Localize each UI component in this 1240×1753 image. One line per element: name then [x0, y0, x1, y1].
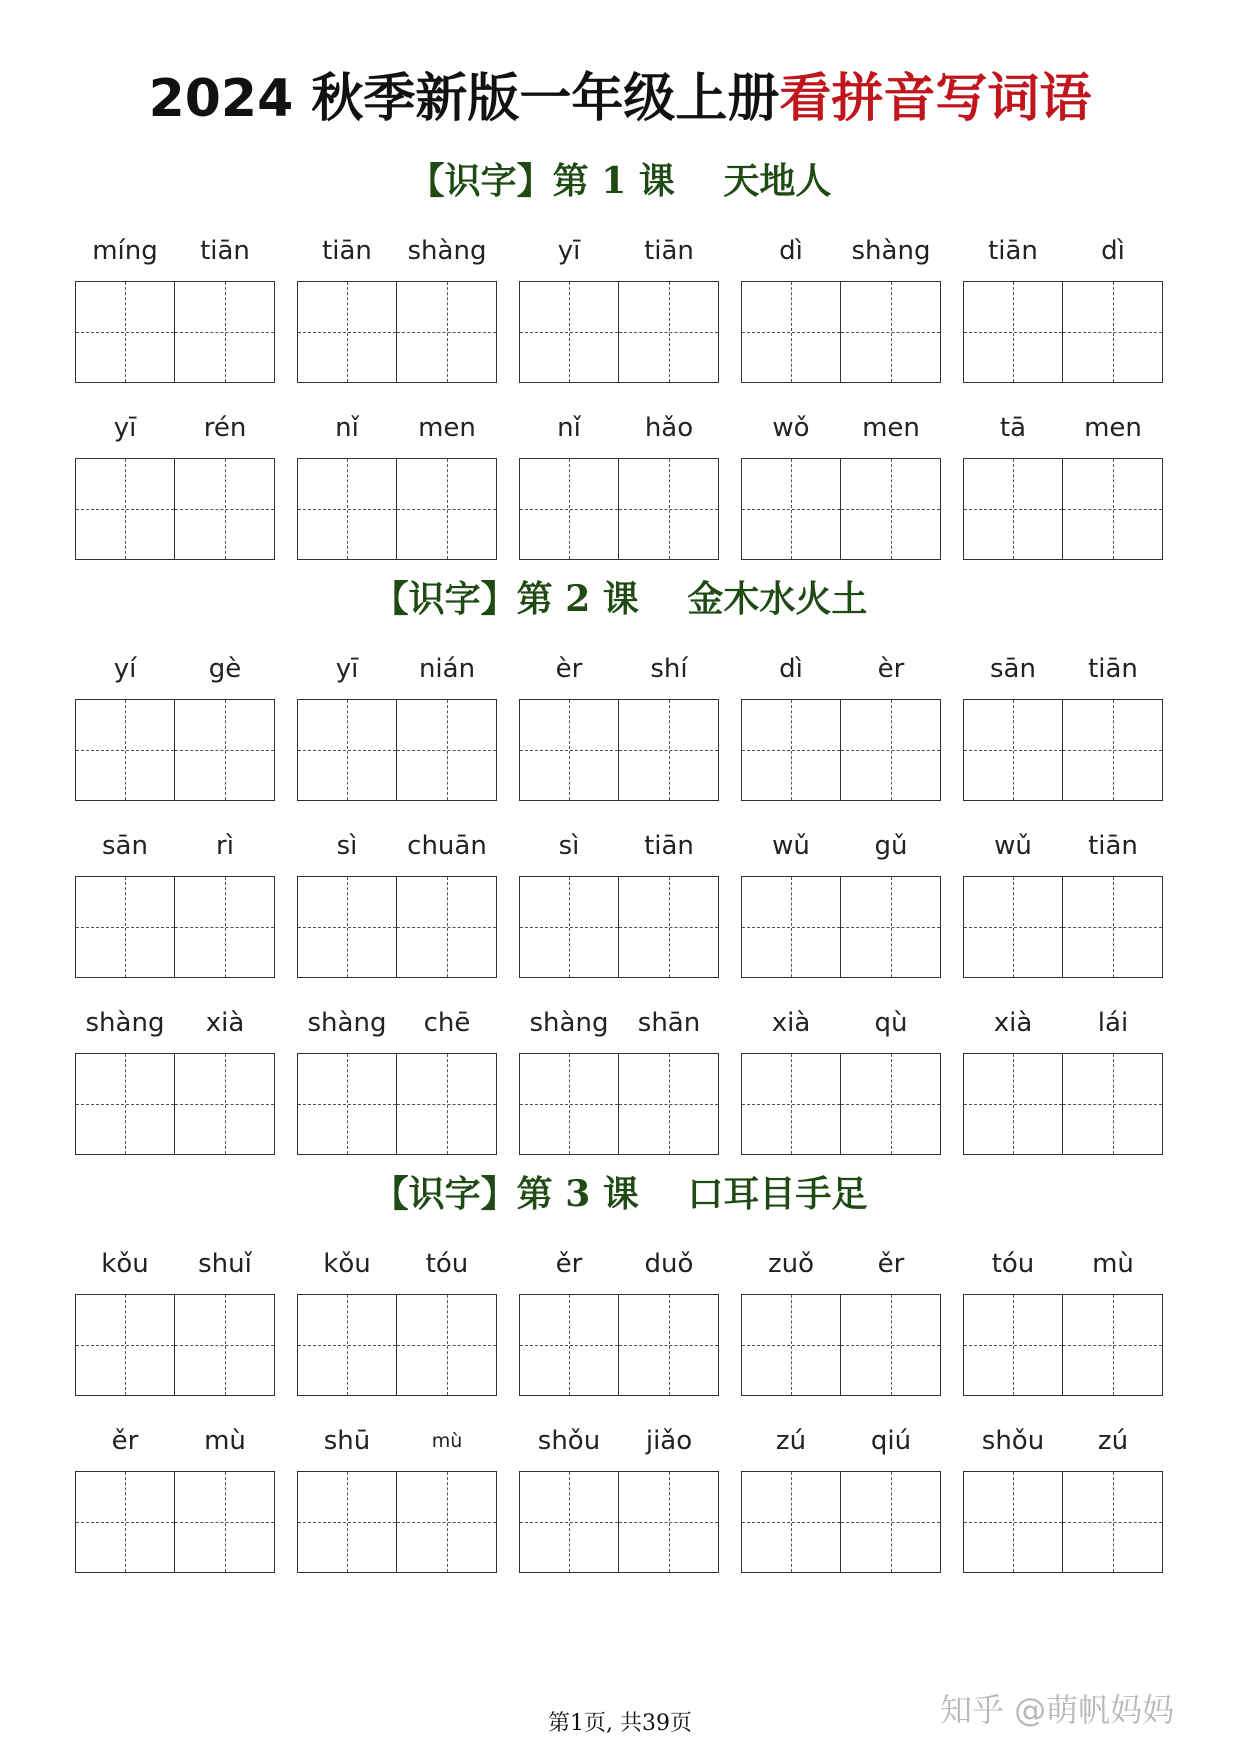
tianzige-cell[interactable] [76, 459, 175, 559]
tianzige-cell[interactable] [298, 459, 397, 559]
pinyin-syllable: chē [423, 1008, 471, 1038]
guide-line-vertical [125, 282, 126, 382]
writing-grid[interactable] [741, 1471, 941, 1573]
guide-line-vertical [669, 1054, 670, 1154]
guide-line-vertical [347, 1054, 348, 1154]
tianzige-cell[interactable] [742, 282, 841, 382]
guide-line-vertical [669, 700, 670, 800]
pinyin-syllable: zuǒ [767, 1249, 815, 1279]
word-item [519, 1423, 719, 1573]
writing-grid[interactable] [741, 281, 941, 383]
tianzige-cell[interactable] [1063, 1054, 1162, 1154]
pinyin-syllable: xià [205, 1008, 245, 1038]
tianzige-cell[interactable] [964, 700, 1063, 800]
guide-line-vertical [225, 1054, 226, 1154]
word-item [519, 1005, 719, 1155]
pinyin-syllable: duǒ [644, 1249, 694, 1279]
tianzige-cell[interactable] [742, 1054, 841, 1154]
tianzige-cell[interactable] [175, 877, 274, 977]
writing-grid[interactable] [741, 458, 941, 560]
word-item [297, 410, 497, 560]
guide-line-vertical [1013, 700, 1014, 800]
word-item [741, 233, 941, 383]
writing-grid[interactable] [963, 1053, 1163, 1155]
lesson-heading-2: 【识字】第 2 课 金木水火土 [372, 578, 868, 620]
pinyin-syllable: xià [771, 1008, 811, 1038]
tianzige-cell[interactable] [619, 877, 718, 977]
pinyin-syllable: gǔ [874, 831, 908, 861]
pinyin-syllable: tā [999, 413, 1027, 443]
pinyin-syllable: men [862, 413, 920, 443]
guide-line-vertical [225, 1472, 226, 1572]
pinyin-syllable: èr [877, 654, 905, 684]
tianzige-cell[interactable] [520, 877, 619, 977]
tianzige-cell[interactable] [742, 1295, 841, 1395]
pinyin-syllable: nǐ [557, 413, 581, 443]
tianzige-cell[interactable] [76, 282, 175, 382]
guide-line-vertical [891, 700, 892, 800]
word-row [75, 1423, 1175, 1573]
tianzige-cell[interactable] [619, 1295, 718, 1395]
tianzige-cell[interactable] [520, 282, 619, 382]
word-item [519, 233, 719, 383]
word-item [963, 410, 1163, 560]
guide-line-vertical [225, 459, 226, 559]
guide-line-vertical [225, 700, 226, 800]
tianzige-cell[interactable] [1063, 282, 1162, 382]
pinyin-syllable: chuān [407, 831, 487, 861]
pinyin-syllable: xià [993, 1008, 1033, 1038]
pinyin-syllable: yī [335, 654, 359, 684]
writing-grid[interactable] [963, 1471, 1163, 1573]
guide-line-vertical [891, 1472, 892, 1572]
pinyin-syllable: shàng [851, 236, 931, 266]
tianzige-cell[interactable] [175, 1054, 274, 1154]
guide-line-vertical [225, 282, 226, 382]
guide-line-vertical [1113, 282, 1114, 382]
guide-line-vertical [347, 1295, 348, 1395]
guide-line-vertical [347, 877, 348, 977]
pinyin-syllable: tiān [322, 236, 372, 266]
pinyin-syllable: lái [1097, 1008, 1129, 1038]
guide-line-vertical [447, 459, 448, 559]
tianzige-cell[interactable] [964, 1295, 1063, 1395]
pinyin-syllable: tóu [991, 1249, 1035, 1279]
pinyin-syllable: sān [102, 831, 148, 861]
word-item [519, 651, 719, 801]
writing-grid[interactable] [741, 1294, 941, 1396]
pinyin-syllable: nǐ [335, 413, 359, 443]
tianzige-cell[interactable] [520, 1295, 619, 1395]
writing-grid[interactable] [297, 1053, 497, 1155]
writing-grid[interactable] [963, 281, 1163, 383]
guide-line-vertical [669, 459, 670, 559]
word-item [741, 828, 941, 978]
pinyin-syllable: wǔ [994, 831, 1032, 861]
guide-line-vertical [891, 1054, 892, 1154]
lesson-heading-3: 【识字】第 3 课 口耳目手足 [372, 1173, 868, 1215]
pinyin-syllable: sì [336, 831, 358, 861]
tianzige-cell[interactable] [841, 700, 940, 800]
guide-line-vertical [1013, 459, 1014, 559]
word-item [741, 651, 941, 801]
pinyin-syllable: yī [557, 236, 581, 266]
tianzige-cell[interactable] [619, 1472, 718, 1572]
tianzige-cell[interactable] [520, 1054, 619, 1154]
tianzige-cell[interactable] [397, 459, 496, 559]
tianzige-cell[interactable] [520, 700, 619, 800]
word-item [75, 828, 275, 978]
word-item [963, 651, 1163, 801]
tianzige-cell[interactable] [397, 1472, 496, 1572]
guide-line-vertical [891, 282, 892, 382]
writing-grid[interactable] [963, 1294, 1163, 1396]
guide-line-vertical [791, 1054, 792, 1154]
word-item [75, 233, 275, 383]
guide-line-vertical [1013, 1295, 1014, 1395]
pinyin-syllable: shàng [529, 1008, 609, 1038]
word-item [75, 1005, 275, 1155]
guide-line-vertical [1013, 1472, 1014, 1572]
pinyin-syllable: kǒu [101, 1249, 149, 1279]
writing-grid[interactable] [297, 876, 497, 978]
writing-grid[interactable] [519, 876, 719, 978]
tianzige-cell[interactable] [964, 459, 1063, 559]
tianzige-cell[interactable] [175, 282, 274, 382]
pinyin-syllable: shí [650, 654, 688, 684]
pinyin-syllable: mù [1092, 1249, 1134, 1279]
guide-line-vertical [1013, 877, 1014, 977]
guide-line-vertical [125, 459, 126, 559]
tianzige-cell[interactable] [298, 1472, 397, 1572]
pinyin-syllable: rén [203, 413, 247, 443]
tianzige-cell[interactable] [742, 877, 841, 977]
pinyin-syllable: kǒu [323, 1249, 371, 1279]
tianzige-cell[interactable] [520, 1472, 619, 1572]
tianzige-cell[interactable] [76, 700, 175, 800]
word-item [297, 233, 497, 383]
guide-line-vertical [791, 700, 792, 800]
guide-line-vertical [569, 1054, 570, 1154]
pinyin-syllable: men [1084, 413, 1142, 443]
lesson-heading-1: 【识字】第 1 课 天地人 [408, 160, 832, 202]
tianzige-cell[interactable] [298, 1295, 397, 1395]
tianzige-cell[interactable] [76, 877, 175, 977]
pinyin-syllable: ěr [555, 1249, 583, 1279]
tianzige-cell[interactable] [964, 1054, 1063, 1154]
pinyin-syllable: jiǎo [645, 1426, 693, 1456]
tianzige-cell[interactable] [298, 700, 397, 800]
pinyin-syllable: míng [92, 236, 158, 266]
writing-grid[interactable] [75, 458, 275, 560]
tianzige-cell[interactable] [397, 877, 496, 977]
tianzige-cell[interactable] [76, 1295, 175, 1395]
guide-line-vertical [669, 282, 670, 382]
guide-line-vertical [1013, 282, 1014, 382]
pinyin-syllable: shǒu [981, 1426, 1045, 1456]
tianzige-cell[interactable] [964, 877, 1063, 977]
writing-grid[interactable] [519, 1471, 719, 1573]
word-item [519, 828, 719, 978]
tianzige-cell[interactable] [397, 1295, 496, 1395]
word-item [519, 1246, 719, 1396]
tianzige-cell[interactable] [175, 700, 274, 800]
guide-line-vertical [669, 1295, 670, 1395]
writing-grid[interactable] [519, 1294, 719, 1396]
guide-line-vertical [447, 700, 448, 800]
guide-line-vertical [791, 1295, 792, 1395]
guide-line-vertical [891, 1295, 892, 1395]
writing-grid[interactable] [297, 1471, 497, 1573]
pinyin-syllable: dì [1101, 236, 1125, 266]
pinyin-syllable: shuǐ [198, 1249, 252, 1279]
word-item [75, 651, 275, 801]
pinyin-syllable: qù [874, 1008, 908, 1038]
tianzige-cell[interactable] [742, 1472, 841, 1572]
guide-line-vertical [669, 877, 670, 977]
writing-grid[interactable] [75, 1471, 275, 1573]
pinyin-syllable: shǒu [537, 1426, 601, 1456]
guide-line-vertical [347, 1472, 348, 1572]
pinyin-syllable: tiān [988, 236, 1038, 266]
pinyin-syllable: tiān [1088, 831, 1138, 861]
page-title-red: 看拼音写词语 [779, 69, 1092, 129]
tianzige-cell[interactable] [841, 1054, 940, 1154]
tianzige-cell[interactable] [298, 877, 397, 977]
tianzige-cell[interactable] [742, 700, 841, 800]
word-item [519, 410, 719, 560]
tianzige-cell[interactable] [841, 1472, 940, 1572]
word-item [297, 1005, 497, 1155]
pinyin-syllable: men [418, 413, 476, 443]
writing-grid[interactable] [519, 458, 719, 560]
word-item [297, 828, 497, 978]
pinyin-syllable: dì [779, 654, 803, 684]
tianzige-cell[interactable] [619, 459, 718, 559]
guide-line-vertical [1113, 1054, 1114, 1154]
pinyin-syllable: sān [990, 654, 1036, 684]
guide-line-vertical [125, 1472, 126, 1572]
tianzige-cell[interactable] [1063, 459, 1162, 559]
guide-line-vertical [447, 282, 448, 382]
tianzige-cell[interactable] [76, 1472, 175, 1572]
word-row [75, 1005, 1175, 1155]
pinyin-syllable: mù [204, 1426, 246, 1456]
writing-grid[interactable] [75, 281, 275, 383]
writing-grid[interactable] [297, 458, 497, 560]
pinyin-syllable: sì [558, 831, 580, 861]
guide-line-vertical [569, 282, 570, 382]
tianzige-cell[interactable] [397, 700, 496, 800]
guide-line-vertical [125, 700, 126, 800]
word-item [75, 1246, 275, 1396]
guide-line-vertical [569, 459, 570, 559]
writing-grid[interactable] [75, 1294, 275, 1396]
tianzige-cell[interactable] [1063, 1472, 1162, 1572]
writing-grid[interactable] [519, 1053, 719, 1155]
guide-line-vertical [1113, 459, 1114, 559]
guide-line-vertical [1113, 700, 1114, 800]
guide-line-vertical [791, 459, 792, 559]
guide-line-vertical [569, 1295, 570, 1395]
tianzige-cell[interactable] [520, 459, 619, 559]
tianzige-cell[interactable] [619, 1054, 718, 1154]
guide-line-vertical [447, 877, 448, 977]
word-item [963, 1423, 1163, 1573]
writing-grid[interactable] [963, 699, 1163, 801]
tianzige-cell[interactable] [1063, 877, 1162, 977]
tianzige-cell[interactable] [397, 282, 496, 382]
guide-line-vertical [569, 700, 570, 800]
pinyin-syllable: mù [431, 1430, 463, 1452]
pinyin-syllable: tiān [200, 236, 250, 266]
pinyin-syllable: èr [555, 654, 583, 684]
guide-line-vertical [1113, 1472, 1114, 1572]
writing-grid[interactable] [297, 1294, 497, 1396]
page-title [0, 68, 1240, 130]
guide-line-vertical [225, 877, 226, 977]
guide-line-vertical [791, 282, 792, 382]
tianzige-cell[interactable] [298, 282, 397, 382]
guide-line-vertical [1113, 1295, 1114, 1395]
word-row [75, 1246, 1175, 1396]
pinyin-syllable: shàng [407, 236, 487, 266]
tianzige-cell[interactable] [175, 459, 274, 559]
pinyin-syllable: zú [775, 1426, 807, 1456]
guide-line-vertical [569, 1472, 570, 1572]
guide-line-vertical [447, 1054, 448, 1154]
pinyin-syllable: dì [779, 236, 803, 266]
word-item [963, 828, 1163, 978]
pinyin-syllable: shàng [85, 1008, 165, 1038]
tianzige-cell[interactable] [841, 282, 940, 382]
word-row [75, 410, 1175, 560]
writing-grid[interactable] [741, 1053, 941, 1155]
pinyin-syllable: zú [1097, 1426, 1129, 1456]
pinyin-syllable: wǒ [772, 413, 810, 443]
tianzige-cell[interactable] [175, 1295, 274, 1395]
word-item [297, 1246, 497, 1396]
pinyin-syllable: nián [418, 654, 476, 684]
tianzige-cell[interactable] [175, 1472, 274, 1572]
page-footer: 第1页, 共39页 [548, 1711, 692, 1736]
guide-line-vertical [1113, 877, 1114, 977]
tianzige-cell[interactable] [964, 282, 1063, 382]
guide-line-vertical [447, 1472, 448, 1572]
word-item [963, 233, 1163, 383]
page-title-black: 2024 秋季新版一年级上册 [148, 69, 780, 129]
pinyin-syllable: ěr [877, 1249, 905, 1279]
tianzige-cell[interactable] [1063, 700, 1162, 800]
writing-grid[interactable] [75, 1053, 275, 1155]
pinyin-syllable: shān [637, 1008, 701, 1038]
writing-grid[interactable] [963, 458, 1163, 560]
pinyin-syllable: qiú [870, 1426, 912, 1456]
word-item [741, 1005, 941, 1155]
tianzige-cell[interactable] [298, 1054, 397, 1154]
guide-line-vertical [447, 1295, 448, 1395]
writing-grid[interactable] [519, 699, 719, 801]
word-item [297, 651, 497, 801]
guide-line-vertical [347, 459, 348, 559]
pinyin-syllable: shū [323, 1426, 371, 1456]
word-item [741, 410, 941, 560]
pinyin-syllable: yí [113, 654, 137, 684]
guide-line-vertical [125, 877, 126, 977]
pinyin-syllable: wǔ [772, 831, 810, 861]
word-item [297, 1423, 497, 1573]
word-item [75, 1423, 275, 1573]
guide-line-vertical [891, 877, 892, 977]
guide-line-vertical [791, 877, 792, 977]
writing-grid[interactable] [741, 699, 941, 801]
tianzige-cell[interactable] [619, 282, 718, 382]
pinyin-syllable: shàng [307, 1008, 387, 1038]
writing-grid[interactable] [741, 876, 941, 978]
tianzige-cell[interactable] [397, 1054, 496, 1154]
pinyin-syllable: rì [216, 831, 234, 861]
pinyin-syllable: tiān [644, 831, 694, 861]
pinyin-syllable: tóu [425, 1249, 469, 1279]
word-item [75, 410, 275, 560]
guide-line-vertical [125, 1054, 126, 1154]
tianzige-cell[interactable] [964, 1472, 1063, 1572]
pinyin-syllable: gè [208, 654, 242, 684]
writing-grid[interactable] [297, 281, 497, 383]
word-item [963, 1246, 1163, 1396]
tianzige-cell[interactable] [742, 459, 841, 559]
pinyin-syllable: tiān [1088, 654, 1138, 684]
writing-grid[interactable] [519, 281, 719, 383]
writing-grid[interactable] [963, 876, 1163, 978]
pinyin-syllable: yī [113, 413, 137, 443]
tianzige-cell[interactable] [841, 877, 940, 977]
writing-grid[interactable] [75, 876, 275, 978]
tianzige-cell[interactable] [841, 459, 940, 559]
watermark: 知乎 @萌帆妈妈 [940, 1691, 1175, 1729]
word-item [741, 1246, 941, 1396]
pinyin-syllable: ěr [111, 1426, 139, 1456]
word-row [75, 828, 1175, 978]
guide-line-vertical [225, 1295, 226, 1395]
tianzige-cell[interactable] [841, 1295, 940, 1395]
writing-grid[interactable] [297, 699, 497, 801]
tianzige-cell[interactable] [619, 700, 718, 800]
pinyin-syllable: hǎo [644, 413, 694, 443]
guide-line-vertical [1013, 1054, 1014, 1154]
guide-line-vertical [891, 459, 892, 559]
guide-line-vertical [791, 1472, 792, 1572]
guide-line-vertical [569, 877, 570, 977]
word-item [963, 1005, 1163, 1155]
word-row [75, 651, 1175, 801]
guide-line-vertical [669, 1472, 670, 1572]
tianzige-cell[interactable] [1063, 1295, 1162, 1395]
writing-grid[interactable] [75, 699, 275, 801]
pinyin-syllable: tiān [644, 236, 694, 266]
word-item [741, 1423, 941, 1573]
word-row [75, 233, 1175, 383]
tianzige-cell[interactable] [76, 1054, 175, 1154]
guide-line-vertical [125, 1295, 126, 1395]
guide-line-vertical [347, 700, 348, 800]
guide-line-vertical [347, 282, 348, 382]
